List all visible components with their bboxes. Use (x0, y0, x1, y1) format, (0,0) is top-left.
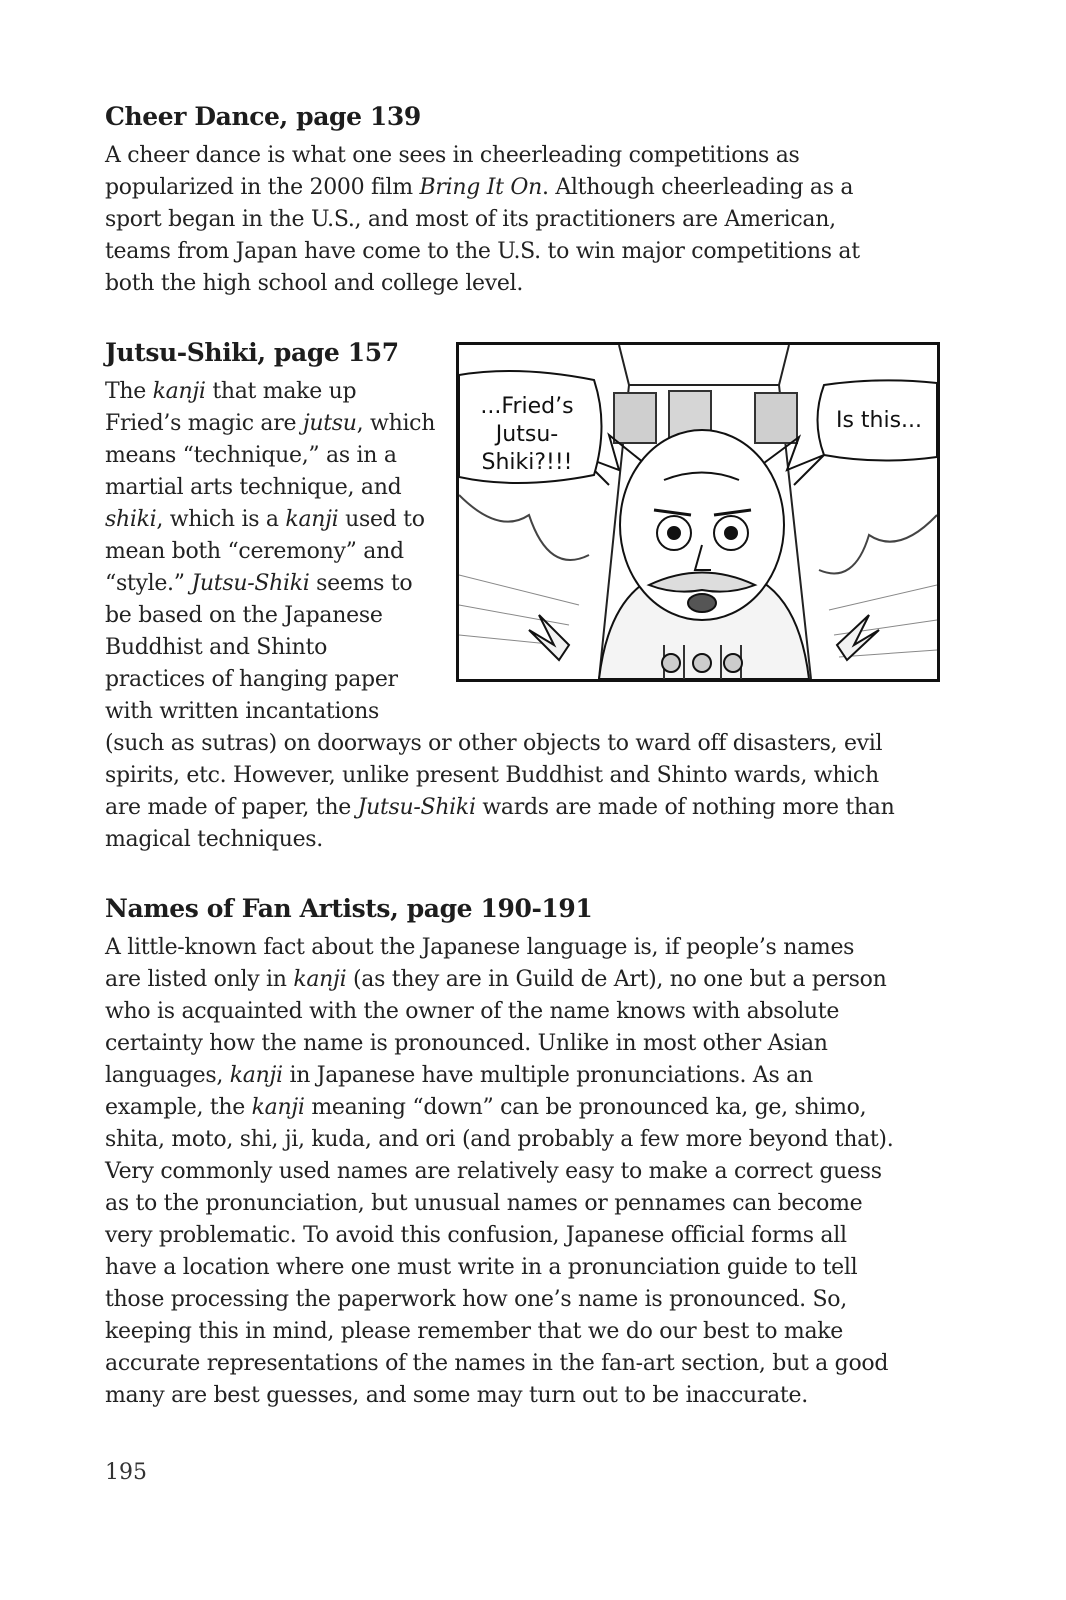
speech-line: Shiki?!!! (481, 450, 573, 475)
text-line: both the high school and college level. (105, 271, 524, 296)
text-line: are made of paper, the Jutsu-Shiki wards are made of nothing more than (105, 795, 895, 820)
manga-panel-illustration (456, 342, 940, 682)
section-heading: Names of Fan Artists, page 190-191 (105, 894, 593, 923)
text-line: Very commonly used names are relatively easy to make a correct guess (105, 1159, 882, 1184)
text-line: A little-known fact about the Japanese language is, if people’s names (105, 935, 855, 960)
section-cheer-dance (105, 100, 945, 300)
italic-term: kanji (293, 967, 347, 992)
text-line: martial arts technique, and (105, 475, 402, 500)
text-line: The kanji that make up (105, 379, 357, 404)
section-fan-artists (105, 892, 945, 1412)
section-body (105, 140, 945, 300)
text-line: Buddhist and Shinto (105, 635, 328, 660)
speech-line: Jutsu- (495, 422, 559, 447)
text-line: as to the pronunciation, but unusual names or pennames can become (105, 1191, 863, 1216)
text-line: very problematic. To avoid this confusion, Japanese official forms all (105, 1223, 847, 1248)
text-line: who is acquainted with the owner of the name knows with absolute (105, 999, 840, 1024)
text-line: those processing the paperwork how one’s name is pronounced. So, (105, 1287, 847, 1312)
text-line: means “technique,” as in a (105, 443, 397, 468)
text-line: are listed only in kanji (as they are in Guild de Art), no one but a person (105, 967, 887, 992)
text-line: languages, kanji in Japanese have multiple pronunciations. As an (105, 1063, 813, 1088)
italic-term: kanji (285, 507, 339, 532)
italic-term: Jutsu-Shiki (357, 795, 476, 820)
text-line: many are best guesses, and some may turn out to be inaccurate. (105, 1383, 808, 1408)
italic-term: Bring It On (419, 175, 542, 200)
text-line: example, the kanji meaning “down” can be pronounced ka, ge, shimo, (105, 1095, 867, 1120)
italic-term: jutsu (302, 411, 357, 436)
section-heading: Cheer Dance, page 139 (105, 102, 421, 131)
page-number: 195 (105, 1460, 147, 1485)
speech-bubble-right (818, 380, 938, 460)
text-line: accurate representations of the names in the fan-art section, but a good (105, 1351, 889, 1376)
text-line: certainty how the name is pronounced. Unlike in most other Asian (105, 1031, 828, 1056)
text-line: popularized in the 2000 film Bring It On. Although cheerleading as a (105, 175, 854, 200)
text-line: mean both “ceremony” and (105, 539, 404, 564)
italic-term: kanji (229, 1063, 283, 1088)
text-line: with written incantations (105, 699, 379, 724)
section-body (105, 932, 945, 1412)
manga-panel-art (459, 345, 937, 679)
section-heading: Jutsu-Shiki, page 157 (105, 338, 399, 367)
text-line: sport began in the U.S., and most of its practitioners are American, (105, 207, 836, 232)
italic-term: kanji (251, 1095, 305, 1120)
text-line: have a location where one must write in a pronunciation guide to tell (105, 1255, 858, 1280)
text-line: be based on the Japanese (105, 603, 383, 628)
speech-bubble-left (459, 371, 602, 483)
text-line: teams from Japan have come to the U.S. to win major competitions at (105, 239, 860, 264)
text-line: magical techniques. (105, 827, 323, 852)
speech-line: Is this... (835, 408, 923, 433)
italic-term: Jutsu-Shiki (191, 571, 310, 596)
text-line: keeping this in mind, please remember that we do our best to make (105, 1319, 844, 1344)
text-line: practices of hanging paper (105, 667, 398, 692)
text-line: shita, moto, shi, ji, kuda, and ori (and probably a few more beyond that). (105, 1127, 894, 1152)
text-line: A cheer dance is what one sees in cheerleading competitions as (105, 143, 800, 168)
text-line: (such as sutras) on doorways or other objects to ward off disasters, evil (105, 731, 883, 756)
italic-term: shiki (105, 507, 157, 532)
italic-term: kanji (152, 379, 206, 404)
speech-line: ...Fried’s (480, 394, 574, 419)
text-line: shiki, which is a kanji used to (105, 507, 425, 532)
text-line: “style.” Jutsu-Shiki seems to (105, 571, 413, 596)
text-line: Fried’s magic are jutsu, which (105, 411, 436, 436)
text-line: spirits, etc. However, unlike present Buddhist and Shinto wards, which (105, 763, 879, 788)
